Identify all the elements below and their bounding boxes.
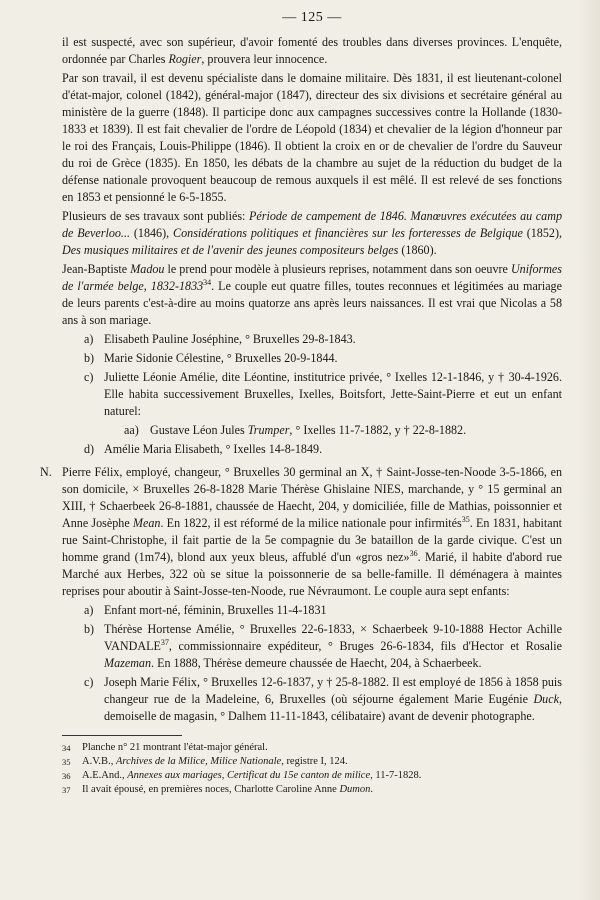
page-number: — 125 — <box>282 10 342 25</box>
footnote: 35 A.V.B., Archives de la Milice, Milice Nationale, registre I, 124. <box>62 756 348 767</box>
madou-paragraph: Jean-Baptiste Madou le prend pour modèle à plusieurs reprises, notamment dans son oeuvre Uniformes de l'armée belge, 1832-1833$^{34}$. Le couple eut quatre filles, toutes reconnues et légitimées au mariage de leurs parents c'est-à-dire au moins quatorze ans après leurs naissances. Il est vrai que Nicolas a 58 ans à son mariage. <box>62 262 562 327</box>
list-item: c) Joseph Marie Félix, ° Bruxelles 12-6-1837, y † 25-8-1882. Il est employé de 1856 à 1858 puis changeur rue de la Madeleine, 6, Bruxelles (où séjourne également Marie Eugénie Duck, demoiselle de magasin, ° Dalhem 11-11-1843, célibataire) avant de devenir photographe. <box>84 675 562 723</box>
document-page <box>40 10 563 797</box>
list-item: c) Juliette Léonie Amélie, dite Léontine, institutrice privée, ° Ixelles 12-1-1846, y † 30-4-1926. Elle habita successivement Bruxelles, Ixelles, Boitsfort, Jette-Saint-Pierre et eut un enfant naturel: <box>84 370 562 418</box>
footnote: 37 Il avait épousé, en premières noces, Charlotte Caroline Anne Dumon. <box>62 784 374 795</box>
grandchild-item: aa) Gustave Léon Jules Trumper, ° Ixelles 11-7-1882, y † 22-8-1882. <box>124 423 467 437</box>
footnote: 36 A.E.And., Annexes aux mariages, Certificat du 15e canton de milice, 11-7-1828. <box>62 770 422 781</box>
list-item: a) Enfant mort-né, féminin, Bruxelles 11-4-1831 <box>84 603 327 617</box>
list-item: d) Amélie Maria Elisabeth, ° Ixelles 14-8-1849. <box>84 442 323 456</box>
career-paragraph: Par son travail, il est devenu spécialiste dans le domaine militaire. Dès 1831, il est lieutenant-colonel d'état-major, colonel (1842), général-major (1847), directeur des six divisions et secrétaire général au ministère de la guerre (1848). Il participe donc aux campagnes successives contre la Hollande (1830-1833 et 1839). Il est fait chevalier de l'ordre de Léopold (1834) et chevalier de la légion d'honneur par le roi des Français, Louis-Philippe (1846). Il obtient la croix en or de chevalier de l'ordre du Sauveur du roi de Grèce (1835). En 1850, les débats de la chambre au sujet de la réduction du budget de la défense nationale provoquent beaucoup de remous auxquels il est mêlé. Il est relevé de ses fonctions en 1853 et pensionné le 6-5-1855. <box>62 71 562 204</box>
list-item: a) Elisabeth Pauline Joséphine, ° Bruxelles 29-8-1843. <box>84 332 356 346</box>
intro-paragraph: il est suspecté, avec son supérieur, d'avoir fomenté des troubles dans diverses provinces. L'enquête, ordonnée par Charles Rogier, prouvera leur innocence. <box>62 35 562 66</box>
list-item: b) Marie Sidonie Célestine, ° Bruxelles 20-9-1844. <box>84 351 338 365</box>
footnote-divider <box>62 735 182 736</box>
works-paragraph: Plusieurs de ses travaux sont publiés: Période de campement de 1846. Manœuvres exécutées au camp de Beverloo... (1846), Considérations politiques et financières sur les forteresses de Belgique (1852), Des musiques militaires et de l'avenir des jeunes compositeurs belges (1860). <box>62 209 562 257</box>
genealogy-entry-n: N. Pierre Félix, employé, changeur, ° Bruxelles 30 germinal an X, † Saint-Josse-ten-Noode 3-5-1866, en son domicile, × Bruxelles 26-8-1828 Marie Thérèse Ghislaine NIES, marchande, y ° 15 germinal an XIII, † Schaerbeek 26-8-1881, chaussée de Haecht, 204, y domiciliée, fille de Mathias, poissonnier et Anne Josèphe Mean. En 1822, il est réformé de la milice nationale pour infirmités$^{35}$. En 1831, habitant rue Saint-Christophe, il fait partie de la 5e compagnie du 3e bataillon de la garde civique. C'est un homme grand (1m74), blond aux yeux bleus, affublé d'un «gros nez»$^{36}$. Marié, il habite d'abord rue Marché aux Herbes, 322 où se situe la poissonnerie de sa belle-famille. Il déménagera à maintes reprises pour aboutir à Saint-Josse-ten-Noode, rue Névraumont. Le couple aura sept enfants: <box>40 465 563 598</box>
daughters-list <box>84 331 562 458</box>
children-list <box>84 602 562 725</box>
footnotes <box>62 741 562 797</box>
footnote: 34 Planche n° 21 montrant l'état-major général. <box>62 742 268 753</box>
page-edge-shadow <box>578 0 600 900</box>
list-item: b) Thérèse Hortense Amélie, ° Bruxelles 22-6-1833, × Schaerbeek 9-10-1888 Hector Achille VANDALE$^{37}$, commissionnaire expéditeur, ° Bruges 26-6-1834, fils d'Hector et Rosalie Mazeman. En 1888, Thérèse demeure chaussée de Haecht, 204, à Schaerbeek. <box>84 622 562 670</box>
